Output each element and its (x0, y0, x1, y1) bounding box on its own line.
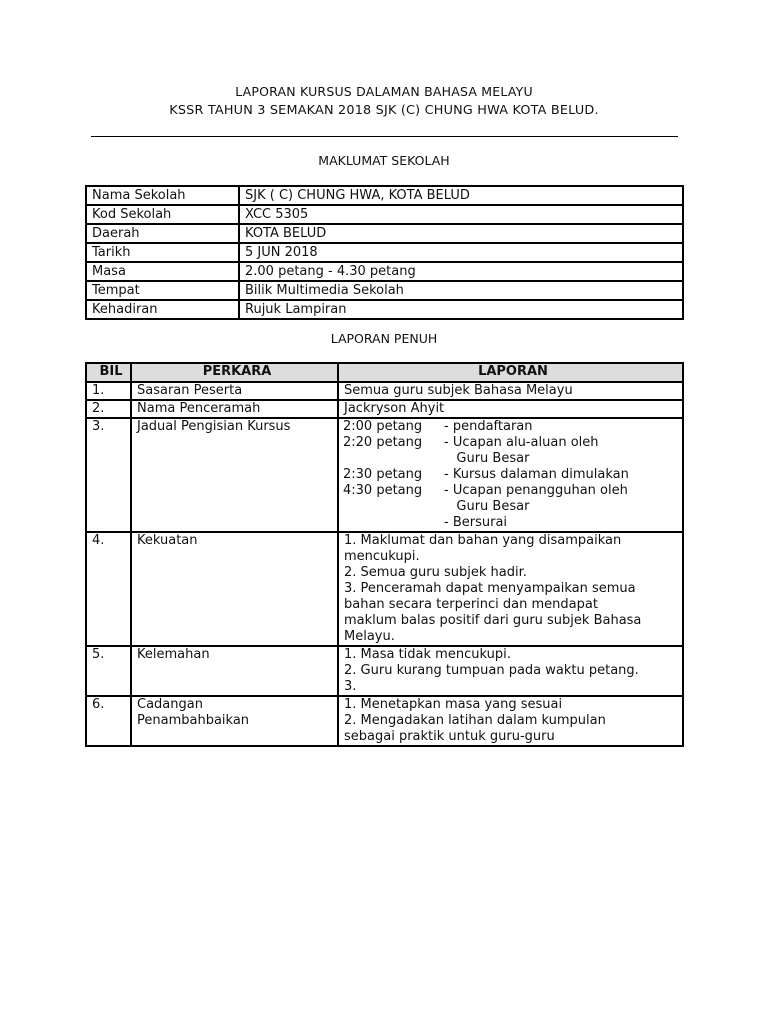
row-bil: 4. (86, 532, 131, 646)
column-header-laporan: LAPORAN (338, 363, 683, 382)
column-header-perkara: PERKARA (131, 363, 338, 382)
laporan-line: sebagai praktik untuk guru-guru (344, 729, 555, 744)
row-bil: 2. (86, 400, 131, 418)
laporan-line: 1. Menetapkan masa yang sesuai (344, 697, 563, 712)
schedule-activity: - Ucapan penangguhan oleh (444, 483, 628, 498)
perkara-line: Kelemahan (137, 647, 210, 662)
schedule-item (343, 515, 682, 531)
schedule-time: 2:00 petang (343, 419, 423, 434)
schedule-activity: - Ucapan alu-aluan oleh (444, 435, 599, 450)
laporan-line: 2. Guru kurang tumpuan pada waktu petang. (344, 663, 639, 678)
schedule-time (343, 515, 444, 531)
row-perkara (131, 532, 338, 646)
laporan-penuh-heading: LAPORAN PENUH (330, 331, 438, 346)
report-title-line-1: LAPORAN KURSUS DALAMAN BAHASA MELAYU (235, 84, 533, 99)
info-value: 5 JUN 2018 (239, 243, 683, 262)
schedule-time (343, 499, 444, 515)
row-perkara (131, 400, 338, 418)
row-laporan (338, 400, 683, 418)
info-row (86, 186, 683, 205)
column-header-bil: BIL (86, 363, 131, 382)
laporan-line: 3. (344, 679, 357, 694)
table-row (86, 646, 683, 696)
laporan-line: maklum balas positif dari guru subjek Bahasa (344, 613, 642, 628)
row-bil: 1. (86, 382, 131, 400)
info-value: KOTA BELUD (239, 224, 683, 243)
perkara-line: Nama Penceramah (137, 401, 261, 416)
row-perkara (131, 696, 338, 746)
laporan-line: 1. Masa tidak mencukupi. (344, 647, 511, 662)
table-row (86, 400, 683, 418)
info-row (86, 300, 683, 319)
laporan-line: 1. Maklumat dan bahan yang disampaikan (344, 533, 622, 548)
laporan-line: Semua guru subjek Bahasa Melayu (344, 383, 573, 398)
perkara-line: Kekuatan (137, 533, 198, 548)
info-row (86, 243, 683, 262)
info-label: Kod Sekolah (86, 205, 239, 224)
schedule-activity: - pendaftaran (444, 419, 533, 434)
laporan-line: mencukupi. (344, 549, 420, 564)
laporan-line: 2. Semua guru subjek hadir. (344, 565, 527, 580)
row-laporan (338, 382, 683, 400)
info-value: 2.00 petang - 4.30 petang (239, 262, 683, 281)
info-label: Nama Sekolah (86, 186, 239, 205)
laporan-line: Melayu. (344, 629, 395, 644)
schedule-item (343, 435, 682, 451)
header-divider (91, 136, 678, 137)
schedule-activity: Guru Besar (444, 499, 530, 514)
laporan-line: 3. Penceramah dapat menyampaikan semua (344, 581, 636, 596)
schedule-activity: - Kursus dalaman dimulakan (444, 467, 629, 482)
row-bil: 3. (86, 418, 131, 532)
info-label: Masa (86, 262, 239, 281)
row-laporan (338, 646, 683, 696)
table-row (86, 418, 683, 532)
schedule-activity: Guru Besar (444, 451, 530, 466)
schedule-item (343, 483, 682, 499)
info-row (86, 224, 683, 243)
perkara-line: Penambahbaikan (137, 713, 250, 728)
info-value: Bilik Multimedia Sekolah (239, 281, 683, 300)
info-value: XCC 5305 (239, 205, 683, 224)
schedule-activity: - Bersurai (444, 515, 508, 530)
schedule-item (343, 467, 682, 483)
row-perkara (131, 418, 338, 532)
info-value: SJK ( C) CHUNG HWA, KOTA BELUD (239, 186, 683, 205)
schedule-item (343, 451, 682, 467)
schedule-time (343, 451, 444, 467)
schedule-time: 2:30 petang (343, 467, 423, 482)
maklumat-sekolah-heading: MAKLUMAT SEKOLAH (318, 153, 450, 168)
laporan-line: 2. Mengadakan latihan dalam kumpulan (344, 713, 606, 728)
row-laporan (338, 696, 683, 746)
table-row (86, 532, 683, 646)
laporan-penuh-table (85, 362, 684, 747)
row-bil: 5. (86, 646, 131, 696)
laporan-line: bahan secara terperinci dan mendapat (344, 597, 598, 612)
schedule-time: 2:20 petang (343, 435, 423, 450)
info-row (86, 205, 683, 224)
info-row (86, 262, 683, 281)
schedule-item (343, 499, 682, 515)
info-row (86, 281, 683, 300)
row-perkara (131, 646, 338, 696)
row-perkara (131, 382, 338, 400)
perkara-line: Cadangan (137, 697, 203, 712)
table-row (86, 382, 683, 400)
maklumat-sekolah-table (85, 185, 684, 320)
info-label: Kehadiran (86, 300, 239, 319)
schedule-item (343, 419, 682, 435)
row-bil: 6. (86, 696, 131, 746)
perkara-line: Sasaran Peserta (137, 383, 243, 398)
row-laporan (338, 418, 683, 532)
table-header-row (86, 363, 683, 382)
report-title-line-2: KSSR TAHUN 3 SEMAKAN 2018 SJK (C) CHUNG HWA KOTA BELUD. (169, 103, 599, 118)
info-value: Rujuk Lampiran (239, 300, 683, 319)
info-label: Tarikh (86, 243, 239, 262)
info-label: Tempat (86, 281, 239, 300)
row-laporan (338, 532, 683, 646)
perkara-line: Jadual Pengisian Kursus (137, 419, 291, 434)
info-label: Daerah (86, 224, 239, 243)
schedule-time: 4:30 petang (343, 483, 423, 498)
table-row (86, 696, 683, 746)
laporan-line: Jackryson Ahyit (344, 401, 445, 416)
